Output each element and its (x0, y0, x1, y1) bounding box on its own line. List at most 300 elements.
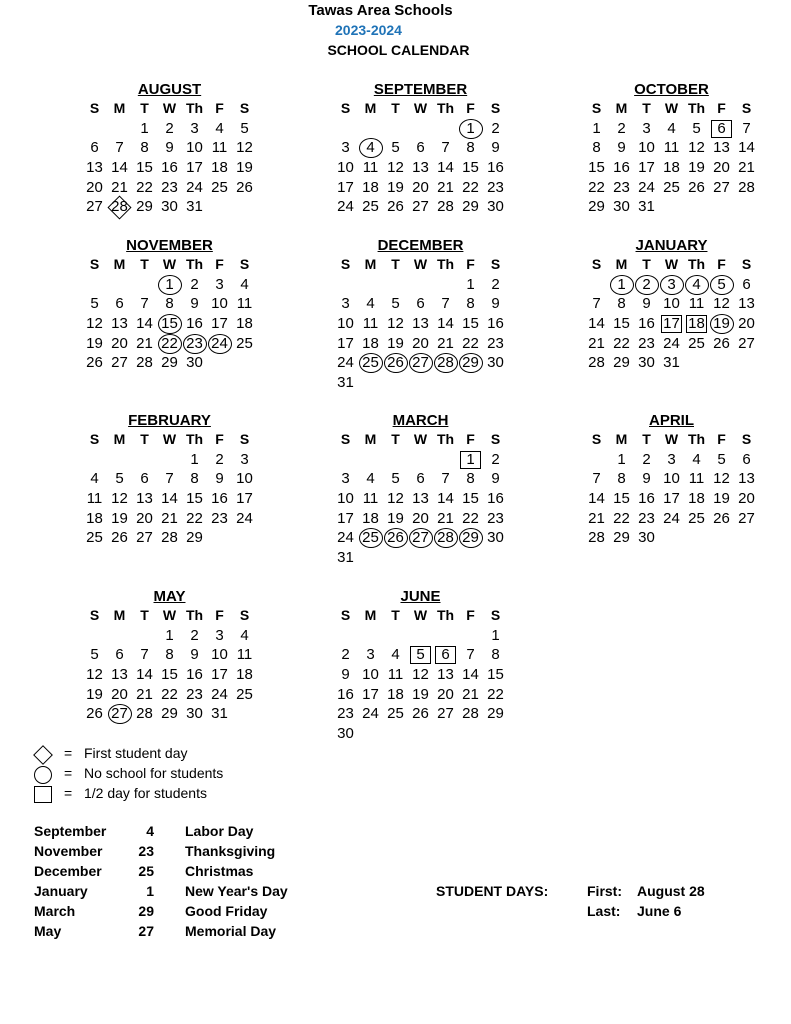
weekday-header: W (413, 431, 428, 447)
day-cell: 1 (617, 450, 626, 468)
weekday-header: F (215, 607, 224, 623)
day-cell: 20 (136, 509, 153, 527)
day-cell: 19 (86, 685, 103, 703)
legend-text: 1/2 day for students (84, 785, 207, 801)
day-cell: 8 (165, 646, 174, 664)
day-cell: 4 (692, 450, 701, 468)
day-cell: 16 (337, 685, 354, 703)
day-cell: 22 (613, 509, 630, 527)
day-cell: 14 (437, 159, 454, 177)
month-name: JANUARY (635, 237, 708, 254)
holiday-name: New Year's Day (185, 883, 288, 899)
weekday-header: Th (185, 607, 204, 623)
day-cell: 25 (236, 334, 253, 352)
day-cell: 22 (613, 334, 630, 352)
weekday-header: M (364, 100, 377, 116)
day-cell: 3 (215, 626, 224, 644)
month-name: MARCH (392, 412, 449, 429)
day-cell: 17 (663, 490, 680, 508)
day-cell: 24 (663, 334, 680, 352)
day-cell: 24 (207, 334, 232, 354)
day-cell: 16 (186, 666, 203, 684)
day-cell: 21 (161, 509, 178, 527)
day-cell: 20 (713, 159, 730, 177)
day-cell: 15 (157, 314, 182, 334)
last-day-label: Last: (587, 903, 621, 919)
month-name: OCTOBER (634, 81, 709, 98)
day-grid (82, 430, 257, 548)
weekday-header: S (490, 100, 501, 116)
weekday-header: T (391, 100, 400, 116)
day-cell: 23 (487, 178, 504, 196)
day-cell: 29 (458, 528, 483, 548)
student-days-label: STUDENT DAYS: (436, 883, 549, 899)
weekday-header: M (113, 256, 126, 272)
weekday-header: S (591, 100, 602, 116)
day-cell: 25 (688, 509, 705, 527)
day-cell: 1 (491, 626, 500, 644)
day-cell: 1 (592, 119, 601, 137)
day-cell: 13 (412, 315, 429, 333)
day-cell: 19 (412, 685, 429, 703)
day-cell: 14 (738, 139, 755, 157)
day-cell: 1 (609, 275, 634, 295)
school-name: Tawas Area Schools (308, 2, 453, 19)
holiday-name: Labor Day (185, 823, 254, 839)
day-cell: 9 (190, 295, 199, 313)
day-cell: 3 (341, 295, 350, 313)
day-cell: 13 (738, 470, 755, 488)
weekday-header: F (466, 100, 475, 116)
weekday-header: Th (436, 100, 455, 116)
day-cell: 27 (738, 334, 755, 352)
day-cell: 29 (136, 198, 153, 216)
day-grid (82, 606, 257, 724)
day-grid (584, 430, 759, 548)
day-cell: 27 (408, 353, 433, 373)
empty-cell (132, 275, 157, 295)
weekday-header: Th (436, 607, 455, 623)
circle-icon (34, 766, 52, 784)
day-cell: 4 (366, 470, 375, 488)
day-cell: 17 (211, 666, 228, 684)
day-cell: 16 (161, 159, 178, 177)
day-cell: 7 (115, 139, 124, 157)
day-cell: 18 (86, 509, 103, 527)
day-cell: 23 (337, 705, 354, 723)
day-cell: 12 (713, 295, 730, 313)
empty-cell (358, 450, 383, 470)
day-cell: 23 (613, 178, 630, 196)
day-cell: 27 (437, 705, 454, 723)
day-cell: 27 (738, 509, 755, 527)
day-cell: 2 (491, 119, 500, 137)
day-cell: 12 (713, 470, 730, 488)
day-cell: 2 (215, 450, 224, 468)
day-cell: 19 (713, 490, 730, 508)
weekday-header: F (215, 100, 224, 116)
day-cell: 17 (659, 314, 684, 334)
empty-cell (333, 275, 358, 295)
weekday-header: F (717, 256, 726, 272)
day-cell: 7 (466, 646, 475, 664)
month-name: APRIL (649, 412, 694, 429)
day-cell: 28 (433, 353, 458, 373)
month-name: JUNE (400, 588, 441, 605)
weekday-header: S (340, 256, 351, 272)
holiday-month: May (34, 923, 62, 939)
empty-cell (584, 275, 609, 295)
day-cell: 11 (86, 490, 103, 508)
weekday-header: Th (436, 256, 455, 272)
day-cell: 9 (491, 139, 500, 157)
month-may (82, 588, 257, 724)
day-cell: 28 (588, 354, 605, 372)
day-cell: 1 (157, 275, 182, 295)
day-cell: 9 (491, 470, 500, 488)
day-cell: 1 (190, 450, 199, 468)
day-cell: 31 (211, 705, 228, 723)
legend-equals: = (64, 765, 73, 781)
day-cell: 9 (341, 666, 350, 684)
day-cell: 6 (416, 470, 425, 488)
day-cell: 5 (391, 470, 400, 488)
month-name: FEBRUARY (128, 412, 211, 429)
day-cell: 21 (437, 334, 454, 352)
day-cell: 7 (441, 470, 450, 488)
day-cell: 13 (412, 490, 429, 508)
day-cell: 24 (236, 509, 253, 527)
day-cell: 13 (738, 295, 755, 313)
day-cell: 7 (165, 470, 174, 488)
empty-cell (82, 119, 107, 139)
day-cell: 11 (387, 666, 404, 684)
weekday-header: S (741, 431, 752, 447)
day-cell: 23 (487, 334, 504, 352)
day-cell: 20 (412, 509, 429, 527)
day-cell: 16 (487, 315, 504, 333)
day-cell: 15 (588, 159, 605, 177)
day-cell: 3 (642, 119, 651, 137)
day-cell: 8 (466, 295, 475, 313)
weekday-header: F (466, 607, 475, 623)
day-cell: 15 (161, 666, 178, 684)
day-cell: 9 (491, 295, 500, 313)
day-cell: 10 (337, 315, 354, 333)
weekday-header: M (113, 431, 126, 447)
day-cell: 8 (592, 139, 601, 157)
day-cell: 11 (362, 159, 379, 177)
day-cell: 6 (742, 450, 751, 468)
day-cell: 29 (613, 354, 630, 372)
day-cell: 24 (337, 198, 354, 216)
day-cell: 7 (140, 295, 149, 313)
month-december (333, 237, 508, 393)
weekday-header: Th (436, 431, 455, 447)
month-june (333, 588, 508, 744)
day-cell: 26 (383, 353, 408, 373)
empty-cell (107, 450, 132, 470)
day-cell: 13 (86, 159, 103, 177)
day-cell: 15 (462, 490, 479, 508)
day-cell: 26 (412, 705, 429, 723)
holiday-day: 4 (146, 823, 154, 839)
empty-cell (433, 626, 458, 646)
day-cell: 5 (391, 139, 400, 157)
day-cell: 14 (437, 490, 454, 508)
day-cell: 30 (487, 354, 504, 372)
day-cell: 17 (337, 334, 354, 352)
day-cell: 27 (86, 198, 103, 216)
day-cell: 18 (663, 159, 680, 177)
day-cell: 14 (161, 490, 178, 508)
day-cell: 7 (441, 139, 450, 157)
weekday-header: T (140, 431, 149, 447)
day-cell: 16 (211, 490, 228, 508)
day-cell: 29 (458, 353, 483, 373)
day-cell: 15 (462, 159, 479, 177)
empty-cell (383, 626, 408, 646)
day-cell: 28 (136, 705, 153, 723)
day-cell: 10 (211, 646, 228, 664)
day-cell: 4 (215, 119, 224, 137)
day-cell: 12 (387, 315, 404, 333)
day-cell: 18 (236, 666, 253, 684)
day-cell: 10 (638, 139, 655, 157)
day-cell: 10 (663, 295, 680, 313)
month-name: DECEMBER (377, 237, 464, 254)
day-grid (82, 255, 257, 373)
day-cell: 22 (588, 178, 605, 196)
day-cell: 1 (458, 119, 483, 139)
day-cell: 9 (190, 646, 199, 664)
day-cell: 28 (588, 529, 605, 547)
weekday-header: T (140, 607, 149, 623)
day-cell: 22 (462, 334, 479, 352)
day-cell: 20 (738, 315, 755, 333)
day-cell: 25 (358, 528, 383, 548)
day-cell: 23 (161, 178, 178, 196)
day-cell: 5 (391, 295, 400, 313)
day-cell: 6 (115, 295, 124, 313)
day-cell: 10 (186, 139, 203, 157)
weekday-header: T (642, 431, 651, 447)
weekday-header: F (215, 431, 224, 447)
weekday-header: M (113, 100, 126, 116)
day-cell: 14 (437, 315, 454, 333)
day-cell: 3 (659, 275, 684, 295)
weekday-header: M (615, 100, 628, 116)
day-cell: 11 (688, 295, 705, 313)
day-cell: 25 (688, 334, 705, 352)
weekday-header: W (413, 607, 428, 623)
day-cell: 21 (738, 159, 755, 177)
empty-cell (157, 450, 182, 470)
day-cell: 8 (617, 470, 626, 488)
day-cell: 6 (416, 139, 425, 157)
holiday-day: 25 (138, 863, 154, 879)
holiday-day: 23 (138, 843, 154, 859)
day-cell: 10 (236, 470, 253, 488)
day-cell: 10 (663, 470, 680, 488)
day-cell: 2 (642, 450, 651, 468)
day-cell: 24 (337, 529, 354, 547)
day-cell: 26 (236, 178, 253, 196)
day-cell: 19 (387, 509, 404, 527)
day-cell: 5 (408, 645, 433, 665)
weekday-header: W (664, 431, 679, 447)
day-cell: 18 (362, 509, 379, 527)
legend-text: First student day (84, 745, 188, 761)
weekday-header: S (741, 100, 752, 116)
empty-cell (408, 626, 433, 646)
day-cell: 1 (466, 275, 475, 293)
day-cell: 27 (136, 529, 153, 547)
day-grid (333, 430, 508, 568)
day-cell: 4 (358, 138, 383, 158)
day-cell: 25 (211, 178, 228, 196)
month-august (82, 81, 257, 217)
day-cell: 16 (487, 159, 504, 177)
day-cell: 17 (337, 178, 354, 196)
day-cell: 31 (638, 198, 655, 216)
day-cell: 6 (90, 139, 99, 157)
holiday-name: Thanksgiving (185, 843, 276, 859)
empty-cell (358, 626, 383, 646)
day-cell: 14 (136, 666, 153, 684)
legend-text: No school for students (84, 765, 224, 781)
day-cell: 26 (688, 178, 705, 196)
day-cell: 19 (387, 334, 404, 352)
month-february (82, 412, 257, 548)
day-cell: 23 (638, 509, 655, 527)
day-cell: 24 (186, 178, 203, 196)
day-cell: 3 (341, 470, 350, 488)
day-cell: 20 (111, 334, 128, 352)
weekday-header: F (466, 256, 475, 272)
day-cell: 13 (111, 315, 128, 333)
day-cell: 6 (709, 119, 734, 139)
day-cell: 15 (487, 666, 504, 684)
day-cell: 5 (90, 646, 99, 664)
day-cell: 30 (161, 198, 178, 216)
day-cell: 14 (462, 666, 479, 684)
day-cell: 12 (86, 666, 103, 684)
day-cell: 13 (136, 490, 153, 508)
day-cell: 13 (412, 159, 429, 177)
day-cell: 25 (663, 178, 680, 196)
day-cell: 12 (111, 490, 128, 508)
day-cell: 24 (663, 509, 680, 527)
day-cell: 26 (86, 705, 103, 723)
empty-cell (408, 119, 433, 139)
weekday-header: S (89, 100, 100, 116)
weekday-header: W (162, 607, 177, 623)
day-cell: 29 (613, 529, 630, 547)
empty-cell (107, 119, 132, 139)
month-name: SEPTEMBER (373, 81, 468, 98)
day-cell: 22 (462, 509, 479, 527)
school-year: 2023-2024 (335, 22, 402, 38)
day-cell: 21 (588, 509, 605, 527)
weekday-header: Th (687, 431, 706, 447)
day-cell: 4 (240, 626, 249, 644)
day-cell: 24 (211, 685, 228, 703)
empty-cell (82, 275, 107, 295)
weekday-header: S (239, 431, 250, 447)
weekday-header: T (140, 256, 149, 272)
day-cell: 28 (462, 705, 479, 723)
empty-cell (383, 119, 408, 139)
weekday-header: S (340, 100, 351, 116)
empty-cell (358, 275, 383, 295)
day-grid (333, 99, 508, 217)
day-cell: 30 (638, 529, 655, 547)
day-cell: 2 (165, 119, 174, 137)
day-cell: 12 (412, 666, 429, 684)
day-cell: 25 (236, 685, 253, 703)
day-cell: 14 (136, 315, 153, 333)
day-cell: 9 (617, 139, 626, 157)
last-day-value: June 6 (637, 903, 682, 919)
day-cell: 20 (412, 334, 429, 352)
day-cell: 2 (491, 450, 500, 468)
day-cell: 30 (186, 705, 203, 723)
empty-cell (433, 119, 458, 139)
day-cell: 23 (186, 685, 203, 703)
day-cell: 15 (186, 490, 203, 508)
day-cell: 13 (111, 666, 128, 684)
day-cell: 14 (588, 315, 605, 333)
day-cell: 31 (663, 354, 680, 372)
day-cell: 21 (462, 685, 479, 703)
day-cell: 29 (462, 198, 479, 216)
weekday-header: W (162, 256, 177, 272)
day-cell: 1 (140, 119, 149, 137)
empty-cell (383, 275, 408, 295)
weekday-header: T (391, 256, 400, 272)
day-cell: 2 (190, 626, 199, 644)
day-cell: 11 (362, 315, 379, 333)
holiday-name: Christmas (185, 863, 254, 879)
day-cell: 13 (437, 666, 454, 684)
day-cell: 30 (487, 198, 504, 216)
day-cell: 20 (437, 685, 454, 703)
day-cell: 13 (713, 139, 730, 157)
day-cell: 22 (136, 178, 153, 196)
day-cell: 2 (634, 275, 659, 295)
day-cell: 17 (186, 159, 203, 177)
month-name: AUGUST (137, 81, 202, 98)
weekday-header: S (239, 100, 250, 116)
day-cell: 4 (240, 275, 249, 293)
empty-cell (408, 275, 433, 295)
day-cell: 4 (90, 470, 99, 488)
day-cell: 5 (717, 450, 726, 468)
day-cell: 12 (387, 159, 404, 177)
day-cell: 7 (140, 646, 149, 664)
day-cell: 17 (337, 509, 354, 527)
day-cell: 21 (437, 178, 454, 196)
weekday-header: M (615, 431, 628, 447)
weekday-header: F (215, 256, 224, 272)
day-cell: 12 (236, 139, 253, 157)
day-cell: 10 (211, 295, 228, 313)
day-cell: 17 (638, 159, 655, 177)
day-cell: 9 (215, 470, 224, 488)
day-cell: 29 (487, 705, 504, 723)
legend-equals: = (64, 745, 73, 761)
